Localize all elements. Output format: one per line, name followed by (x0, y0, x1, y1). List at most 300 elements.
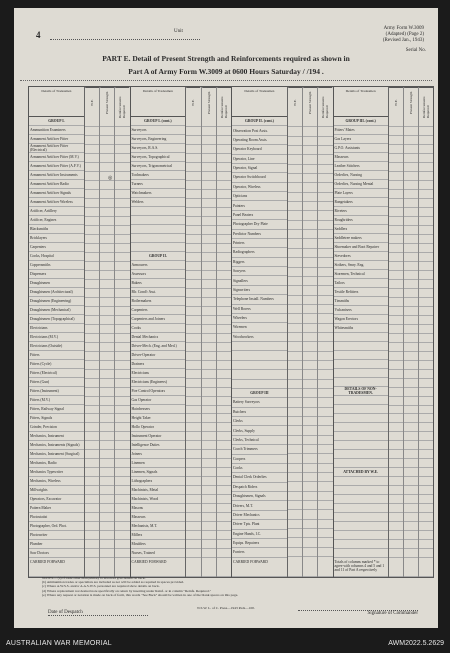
entry-cell[interactable] (85, 316, 99, 325)
entry-cell[interactable] (318, 380, 332, 389)
entry-cell[interactable] (100, 136, 114, 145)
entry-cell[interactable] (85, 280, 99, 289)
entry-cell[interactable] (186, 352, 200, 361)
entry-cell[interactable] (115, 118, 129, 127)
entry-cell[interactable] (389, 450, 403, 459)
entry-cell[interactable] (186, 513, 200, 522)
entry-cell[interactable] (115, 253, 129, 262)
entry-cell[interactable] (202, 199, 216, 208)
entry-cell[interactable] (303, 324, 317, 333)
entry-cell[interactable] (303, 333, 317, 342)
entry-cell[interactable] (318, 193, 332, 202)
entry-cell[interactable] (419, 468, 433, 477)
entry-cell[interactable] (202, 145, 216, 154)
entry-cell[interactable] (389, 477, 403, 486)
carried-cell[interactable] (404, 558, 418, 577)
entry-cell[interactable] (85, 522, 99, 531)
entry-cell[interactable] (419, 307, 433, 316)
entry-cell[interactable] (202, 513, 216, 522)
entry-cell[interactable] (318, 510, 332, 519)
entry-cell[interactable] (389, 495, 403, 504)
carried-cell[interactable] (419, 558, 433, 577)
entry-cell[interactable] (404, 450, 418, 459)
entry-cell[interactable] (419, 370, 433, 379)
entry-cell[interactable] (288, 333, 302, 342)
entry-cell[interactable] (288, 137, 302, 146)
entry-cell[interactable] (288, 239, 302, 248)
entry-cell[interactable] (389, 208, 403, 217)
entry-cell[interactable] (288, 361, 302, 370)
entry-cell[interactable] (115, 352, 129, 361)
carried-cell[interactable] (217, 558, 231, 577)
entry-cell[interactable] (389, 253, 403, 262)
entry-cell[interactable] (85, 549, 99, 558)
entry-cell[interactable] (100, 397, 114, 406)
entry-cell[interactable] (115, 226, 129, 235)
entry-cell[interactable] (288, 520, 302, 529)
entry-cell[interactable] (404, 163, 418, 172)
entry-cell[interactable] (186, 280, 200, 289)
entry-cell[interactable] (419, 379, 433, 388)
entry-cell[interactable] (100, 522, 114, 531)
entry-cell[interactable] (318, 230, 332, 239)
entry-cell[interactable] (389, 352, 403, 361)
entry-cell[interactable] (288, 324, 302, 333)
entry-cell[interactable] (288, 305, 302, 314)
entry-cell[interactable] (100, 118, 114, 127)
entry-cell[interactable] (202, 450, 216, 459)
entry-cell[interactable] (115, 271, 129, 280)
entry-cell[interactable] (318, 417, 332, 426)
entry-cell[interactable] (318, 314, 332, 323)
entry-cell[interactable] (389, 486, 403, 495)
entry-cell[interactable] (419, 217, 433, 226)
entry-cell[interactable] (186, 217, 200, 226)
entry-cell[interactable] (100, 459, 114, 468)
entry-cell[interactable] (202, 388, 216, 397)
entry-cell[interactable] (202, 361, 216, 370)
entry-cell[interactable] (202, 127, 216, 136)
entry-cell[interactable] (318, 174, 332, 183)
entry-cell[interactable] (419, 172, 433, 181)
entry-cell[interactable] (202, 441, 216, 450)
entry-cell[interactable] (186, 459, 200, 468)
entry-cell[interactable] (404, 145, 418, 154)
entry-cell[interactable] (404, 325, 418, 334)
entry-cell[interactable] (202, 208, 216, 217)
entry-cell[interactable] (217, 450, 231, 459)
entry-cell[interactable] (100, 280, 114, 289)
entry-cell[interactable] (404, 459, 418, 468)
carried-cell[interactable] (303, 557, 317, 577)
entry-cell[interactable] (389, 397, 403, 406)
entry-cell[interactable] (288, 174, 302, 183)
entry-cell[interactable] (202, 190, 216, 199)
entry-cell[interactable] (202, 172, 216, 181)
carried-cell[interactable] (318, 557, 332, 577)
entry-cell[interactable] (100, 540, 114, 549)
entry-cell[interactable] (100, 334, 114, 343)
entry-cell[interactable] (115, 217, 129, 226)
entry-cell[interactable] (217, 190, 231, 199)
carried-cell[interactable] (85, 558, 99, 577)
entry-cell[interactable] (404, 379, 418, 388)
entry-cell[interactable] (389, 217, 403, 226)
entry-cell[interactable] (115, 406, 129, 415)
entry-cell[interactable] (303, 548, 317, 557)
entry-cell[interactable] (318, 408, 332, 417)
entry-cell[interactable] (318, 324, 332, 333)
entry-cell[interactable] (288, 370, 302, 379)
entry-cell[interactable] (85, 190, 99, 199)
entry-cell[interactable] (419, 244, 433, 253)
entry-cell[interactable] (318, 211, 332, 220)
entry-cell[interactable] (100, 370, 114, 379)
entry-cell[interactable] (303, 501, 317, 510)
entry-cell[interactable] (85, 289, 99, 298)
entry-cell[interactable] (404, 370, 418, 379)
entry-cell[interactable] (288, 445, 302, 454)
entry-cell[interactable] (85, 226, 99, 235)
entry-cell[interactable] (202, 334, 216, 343)
entry-cell[interactable] (318, 529, 332, 538)
entry-cell[interactable] (85, 163, 99, 172)
entry-cell[interactable] (419, 280, 433, 289)
entry-cell[interactable] (186, 379, 200, 388)
entry-cell[interactable] (202, 486, 216, 495)
entry-cell[interactable] (288, 183, 302, 192)
entry-cell[interactable] (419, 262, 433, 271)
entry-cell[interactable] (100, 531, 114, 540)
entry-cell[interactable] (115, 163, 129, 172)
entry-cell[interactable] (85, 217, 99, 226)
entry-cell[interactable] (288, 202, 302, 211)
entry-cell[interactable] (85, 271, 99, 280)
entry-cell[interactable] (115, 549, 129, 558)
entry-cell[interactable] (419, 190, 433, 199)
entry-cell[interactable] (288, 352, 302, 361)
entry-cell[interactable] (85, 127, 99, 136)
entry-cell[interactable] (389, 414, 403, 423)
entry-cell[interactable] (85, 361, 99, 370)
entry-cell[interactable] (217, 262, 231, 271)
entry-cell[interactable] (318, 464, 332, 473)
entry-cell[interactable] (217, 504, 231, 513)
entry-cell[interactable] (115, 414, 129, 423)
entry-cell[interactable] (186, 289, 200, 298)
entry-cell[interactable] (217, 226, 231, 235)
entry-cell[interactable] (186, 208, 200, 217)
entry-cell[interactable] (419, 361, 433, 370)
entry-cell[interactable] (303, 361, 317, 370)
entry-cell[interactable] (85, 540, 99, 549)
entry-cell[interactable] (389, 513, 403, 522)
entry-cell[interactable] (303, 538, 317, 547)
entry-cell[interactable] (389, 163, 403, 172)
entry-cell[interactable] (100, 127, 114, 136)
entry-cell[interactable] (202, 531, 216, 540)
carried-cell[interactable] (100, 558, 114, 577)
entry-cell[interactable] (404, 172, 418, 181)
entry-cell[interactable] (186, 307, 200, 316)
entry-cell[interactable] (186, 271, 200, 280)
entry-cell[interactable] (217, 397, 231, 406)
entry-cell[interactable] (419, 253, 433, 262)
entry-cell[interactable] (318, 333, 332, 342)
entry-cell[interactable] (419, 154, 433, 163)
entry-cell[interactable] (389, 289, 403, 298)
entry-cell[interactable] (100, 289, 114, 298)
entry-cell[interactable] (419, 163, 433, 172)
entry-cell[interactable] (186, 432, 200, 441)
entry-cell[interactable] (389, 190, 403, 199)
entry-cell[interactable] (303, 529, 317, 538)
carried-cell[interactable] (202, 558, 216, 577)
entry-cell[interactable] (389, 343, 403, 352)
entry-cell[interactable] (303, 202, 317, 211)
entry-cell[interactable] (404, 208, 418, 217)
entry-cell[interactable] (115, 136, 129, 145)
entry-cell[interactable] (100, 163, 114, 172)
entry-cell[interactable] (85, 406, 99, 415)
entry-cell[interactable] (318, 389, 332, 398)
entry-cell[interactable] (85, 513, 99, 522)
entry-cell[interactable] (186, 244, 200, 253)
entry-cell[interactable] (419, 504, 433, 513)
entry-cell[interactable] (389, 406, 403, 415)
entry-cell[interactable] (288, 146, 302, 155)
entry-cell[interactable] (404, 468, 418, 477)
entry-cell[interactable] (115, 477, 129, 486)
carried-cell[interactable] (186, 558, 200, 577)
entry-cell[interactable] (389, 244, 403, 253)
entry-cell[interactable] (85, 432, 99, 441)
entry-cell[interactable] (318, 137, 332, 146)
entry-cell[interactable] (318, 127, 332, 136)
entry-cell[interactable] (318, 538, 332, 547)
entry-cell[interactable] (186, 406, 200, 415)
entry-cell[interactable] (202, 477, 216, 486)
entry-cell[interactable] (318, 361, 332, 370)
entry-cell[interactable] (115, 208, 129, 217)
entry-cell[interactable] (318, 548, 332, 557)
entry-cell[interactable] (115, 397, 129, 406)
entry-cell[interactable] (288, 426, 302, 435)
entry-cell[interactable] (115, 199, 129, 208)
entry-cell[interactable] (318, 436, 332, 445)
entry-cell[interactable] (419, 397, 433, 406)
entry-cell[interactable] (318, 221, 332, 230)
entry-cell[interactable] (419, 289, 433, 298)
entry-cell[interactable] (303, 417, 317, 426)
entry-cell[interactable] (404, 244, 418, 253)
entry-cell[interactable] (404, 271, 418, 280)
entry-cell[interactable] (85, 181, 99, 190)
entry-cell[interactable] (100, 441, 114, 450)
entry-cell[interactable] (217, 540, 231, 549)
entry-cell[interactable] (217, 459, 231, 468)
entry-cell[interactable] (217, 136, 231, 145)
entry-cell[interactable] (288, 127, 302, 136)
entry-cell[interactable] (389, 145, 403, 154)
entry-cell[interactable] (85, 477, 99, 486)
entry-cell[interactable] (288, 155, 302, 164)
entry-cell[interactable] (100, 468, 114, 477)
entry-cell[interactable] (419, 271, 433, 280)
entry-cell[interactable] (186, 172, 200, 181)
entry-cell[interactable] (288, 286, 302, 295)
entry-cell[interactable] (303, 305, 317, 314)
entry-cell[interactable] (419, 352, 433, 361)
entry-cell[interactable] (389, 423, 403, 432)
entry-cell[interactable] (404, 217, 418, 226)
entry-cell[interactable] (419, 298, 433, 307)
entry-cell[interactable] (288, 268, 302, 277)
entry-cell[interactable] (303, 436, 317, 445)
entry-cell[interactable] (202, 217, 216, 226)
entry-cell[interactable] (419, 118, 433, 127)
entry-cell[interactable] (202, 298, 216, 307)
entry-cell[interactable] (202, 504, 216, 513)
entry-cell[interactable] (389, 379, 403, 388)
entry-cell[interactable] (85, 388, 99, 397)
entry-cell[interactable] (404, 432, 418, 441)
entry-cell[interactable] (100, 244, 114, 253)
entry-cell[interactable] (303, 127, 317, 136)
entry-cell[interactable] (202, 262, 216, 271)
entry-cell[interactable] (419, 486, 433, 495)
entry-cell[interactable] (115, 325, 129, 334)
entry-cell[interactable] (115, 289, 129, 298)
entry-cell[interactable] (419, 145, 433, 154)
entry-cell[interactable] (389, 127, 403, 136)
entry-cell[interactable] (303, 249, 317, 258)
entry-cell[interactable] (389, 235, 403, 244)
entry-cell[interactable] (288, 193, 302, 202)
entry-cell[interactable] (100, 190, 114, 199)
entry-cell[interactable] (100, 262, 114, 271)
entry-cell[interactable] (85, 334, 99, 343)
entry-cell[interactable] (419, 531, 433, 540)
entry-cell[interactable] (202, 163, 216, 172)
entry-cell[interactable] (288, 398, 302, 407)
entry-cell[interactable] (288, 417, 302, 426)
entry-cell[interactable] (186, 181, 200, 190)
entry-cell[interactable] (202, 423, 216, 432)
entry-cell[interactable] (186, 316, 200, 325)
entry-cell[interactable] (115, 450, 129, 459)
entry-cell[interactable] (288, 454, 302, 463)
entry-cell[interactable] (100, 486, 114, 495)
entry-cell[interactable] (419, 423, 433, 432)
entry-cell[interactable] (389, 432, 403, 441)
entry-cell[interactable] (217, 334, 231, 343)
entry-cell[interactable] (389, 441, 403, 450)
entry-cell[interactable] (186, 441, 200, 450)
entry-cell[interactable] (202, 468, 216, 477)
entry-cell[interactable] (100, 513, 114, 522)
entry-cell[interactable] (288, 258, 302, 267)
entry-cell[interactable] (186, 343, 200, 352)
entry-cell[interactable] (202, 118, 216, 127)
entry-cell[interactable] (419, 181, 433, 190)
entry-cell[interactable] (186, 190, 200, 199)
entry-cell[interactable] (115, 262, 129, 271)
entry-cell[interactable] (202, 280, 216, 289)
entry-cell[interactable] (100, 343, 114, 352)
entry-cell[interactable] (318, 482, 332, 491)
entry-cell[interactable] (115, 181, 129, 190)
entry-cell[interactable] (85, 459, 99, 468)
entry-cell[interactable] (404, 388, 418, 397)
entry-cell[interactable] (100, 298, 114, 307)
entry-cell[interactable] (115, 513, 129, 522)
entry-cell[interactable] (85, 154, 99, 163)
entry-cell[interactable] (303, 342, 317, 351)
entry-cell[interactable] (85, 504, 99, 513)
entry-cell[interactable] (303, 221, 317, 230)
entry-cell[interactable] (85, 379, 99, 388)
entry-cell[interactable] (100, 352, 114, 361)
entry-cell[interactable] (303, 183, 317, 192)
entry-cell[interactable] (202, 307, 216, 316)
entry-cell[interactable] (288, 548, 302, 557)
entry-cell[interactable] (288, 211, 302, 220)
entry-cell[interactable] (85, 199, 99, 208)
entry-cell[interactable] (186, 235, 200, 244)
entry-cell[interactable] (186, 199, 200, 208)
entry-cell[interactable] (303, 492, 317, 501)
entry-cell[interactable] (202, 325, 216, 334)
entry-cell[interactable] (100, 226, 114, 235)
entry-cell[interactable] (318, 268, 332, 277)
entry-cell[interactable] (115, 522, 129, 531)
entry-cell[interactable] (100, 325, 114, 334)
entry-cell[interactable] (186, 370, 200, 379)
entry-cell[interactable] (217, 388, 231, 397)
entry-cell[interactable] (202, 352, 216, 361)
entry-cell[interactable] (85, 423, 99, 432)
entry-cell[interactable] (217, 307, 231, 316)
entry-cell[interactable] (389, 325, 403, 334)
entry-cell[interactable] (389, 316, 403, 325)
entry-cell[interactable] (389, 118, 403, 127)
entry-cell[interactable] (318, 183, 332, 192)
entry-cell[interactable] (389, 280, 403, 289)
entry-cell[interactable] (217, 145, 231, 154)
entry-cell[interactable] (202, 253, 216, 262)
entry-cell[interactable] (202, 432, 216, 441)
carried-cell[interactable] (115, 558, 129, 577)
entry-cell[interactable] (217, 370, 231, 379)
entry-cell[interactable] (202, 136, 216, 145)
entry-cell[interactable] (100, 307, 114, 316)
entry-cell[interactable] (100, 208, 114, 217)
entry-cell[interactable] (419, 226, 433, 235)
entry-cell[interactable] (85, 262, 99, 271)
entry-cell[interactable] (100, 253, 114, 262)
entry-cell[interactable] (389, 271, 403, 280)
entry-cell[interactable] (186, 450, 200, 459)
entry-cell[interactable] (404, 235, 418, 244)
entry-cell[interactable] (404, 343, 418, 352)
entry-cell[interactable] (404, 118, 418, 127)
entry-cell[interactable] (85, 495, 99, 504)
entry-cell[interactable] (318, 277, 332, 286)
entry-cell[interactable] (217, 361, 231, 370)
entry-cell[interactable] (419, 343, 433, 352)
entry-cell[interactable] (85, 414, 99, 423)
